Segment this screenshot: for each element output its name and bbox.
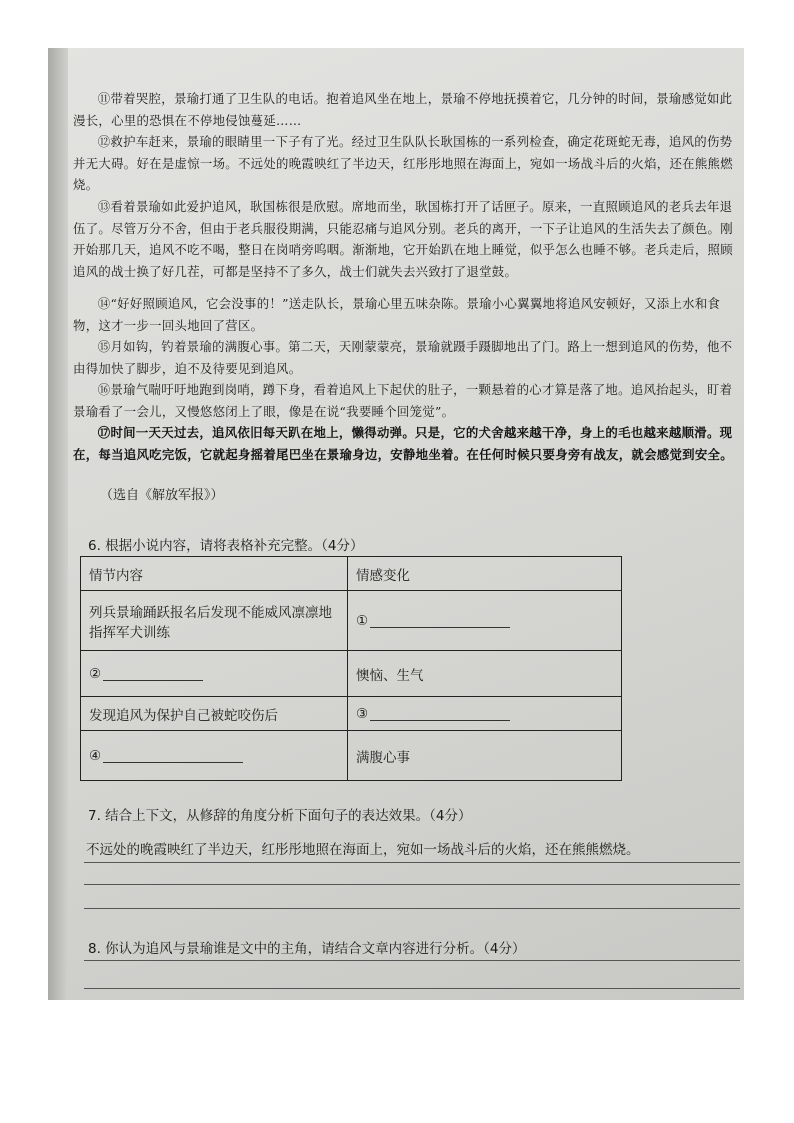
answer-line[interactable] (84, 988, 740, 989)
answer-line[interactable] (84, 908, 740, 909)
blank-number: ④ (89, 747, 102, 764)
question-7-sentence: 不远处的晚霞映红了半边天，红彤彤地照在海面上，宛如一场战斗后的火焰，还在熊熊燃烧。 (86, 842, 640, 858)
table-cell-plot: 发现追风为保护自己被蛇咬伤后 (81, 697, 348, 731)
table-cell-emotion: 懊恼、生气 (348, 651, 622, 697)
table-row (81, 591, 622, 651)
paragraph-13: ⑬看着景瑜如此爱护追风，耿国栋很是欣慰。席地而坐，耿国栋打开了话匣子。原来，一直照顾追风的老兵去年退伍了。尽管万分不舍，但由于老兵服役期满，只能忍痛与追风分别。老兵的离开，一下子让追风的生活失去了颜色。刚开始那几天，追风不吃不喝，整日在岗哨旁呜咽。渐渐地，它开始趴在地上睡觉，似乎怎么也睡不够。老兵走后，照顾追风的战士换了好几茬，可都是坚持不了多久，战士们就失去兴致打了退堂鼓。 (73, 199, 733, 279)
blank-number: ① (356, 612, 369, 629)
paragraph-14: ⑭“好好照顾追风，它会没事的！”送走队长，景瑜心里五味杂陈。景瑜小心翼翼地将追风安顿好，又添上水和食物，这才一步一回头地回了营区。 (73, 296, 721, 333)
table-row (81, 697, 622, 731)
table-row (81, 651, 622, 697)
blank-number: ③ (356, 705, 369, 722)
answer-line[interactable] (84, 862, 740, 863)
paragraph-11: ⑪带着哭腔，景瑜打通了卫生队的电话。抱着追风坐在地上，景瑜不停地抚摸着它，几分钟的时间，景瑜感觉如此漫长，心里的恐惧在不停地侵蚀蔓延…… (73, 91, 733, 128)
table-header-row (81, 557, 622, 591)
table-cell-plot[interactable] (81, 651, 348, 697)
answer-line[interactable] (84, 960, 740, 961)
table-header-emotion: 情感变化 (348, 557, 622, 591)
answer-blank[interactable] (370, 613, 510, 628)
paragraph-15: ⑮月如钩，钓着景瑜的满腹心事。第二天，天刚蒙蒙亮，景瑜就蹑手蹑脚地出了门。路上一想到追风的伤势，他不由得加快了脚步，迫不及待要见到追风。 (73, 339, 733, 376)
paragraph-16: ⑯景瑜气喘吁吁地跑到岗哨，蹲下身，看着追风上下起伏的肚子，一颗悬着的心才算是落了地。追风抬起头，盯着景瑜看了一会儿，又慢悠悠闭上了眼，像是在说“我要睡个回笼觉”。 (73, 382, 733, 419)
paragraph-12: ⑫救护车赶来，景瑜的眼睛里一下子有了光。经过卫生队队长耿国栋的一系列检查，确定花斑蛇无毒，追风的伤势并无大碍。好在是虚惊一场。不远处的晚霞映红了半边天，红彤彤地照在海面上，宛如一场战斗后的火焰，还在熊熊燃烧。 (73, 134, 733, 192)
source-citation: （选自《解放军报》） (100, 488, 224, 503)
blank-number: ② (89, 665, 102, 682)
table-cell-emotion[interactable] (348, 697, 622, 731)
question-6-prompt: 6. 根据小说内容，请将表格补充完整。（4分） (88, 538, 364, 554)
table-header-plot: 情节内容 (81, 557, 348, 591)
answer-line[interactable] (84, 884, 740, 885)
table-cell-plot[interactable] (81, 731, 348, 781)
question-8-prompt: 8. 你认为追风与景瑜谁是文中的主角，请结合文章内容进行分析。（4分） (88, 941, 526, 957)
table-cell-emotion[interactable] (348, 591, 622, 651)
table-row (81, 731, 622, 781)
table-cell-plot: 列兵景瑜踊跃报名后发现不能威风凛凛地指挥军犬训练 (81, 591, 348, 651)
paragraph-17: ⑰时间一天天过去，追风依旧每天趴在地上，懒得动弹。只是，它的犬舍越来越干净，身上的毛也越来越顺滑。现在，每当追风吃完饭，它就起身摇着尾巴坐在景瑜身边，安静地坐着。在任何时候只要身旁有战友，就会感觉到安全。 (73, 425, 733, 462)
answer-blank[interactable] (103, 666, 203, 681)
question-7-prompt: 7. 结合上下文，从修辞的角度分析下面句子的表达效果。（4分） (88, 808, 472, 824)
plot-emotion-table (80, 556, 622, 781)
answer-blank[interactable] (370, 706, 510, 721)
table-cell-emotion: 满腹心事 (348, 731, 622, 781)
answer-blank[interactable] (103, 748, 243, 763)
